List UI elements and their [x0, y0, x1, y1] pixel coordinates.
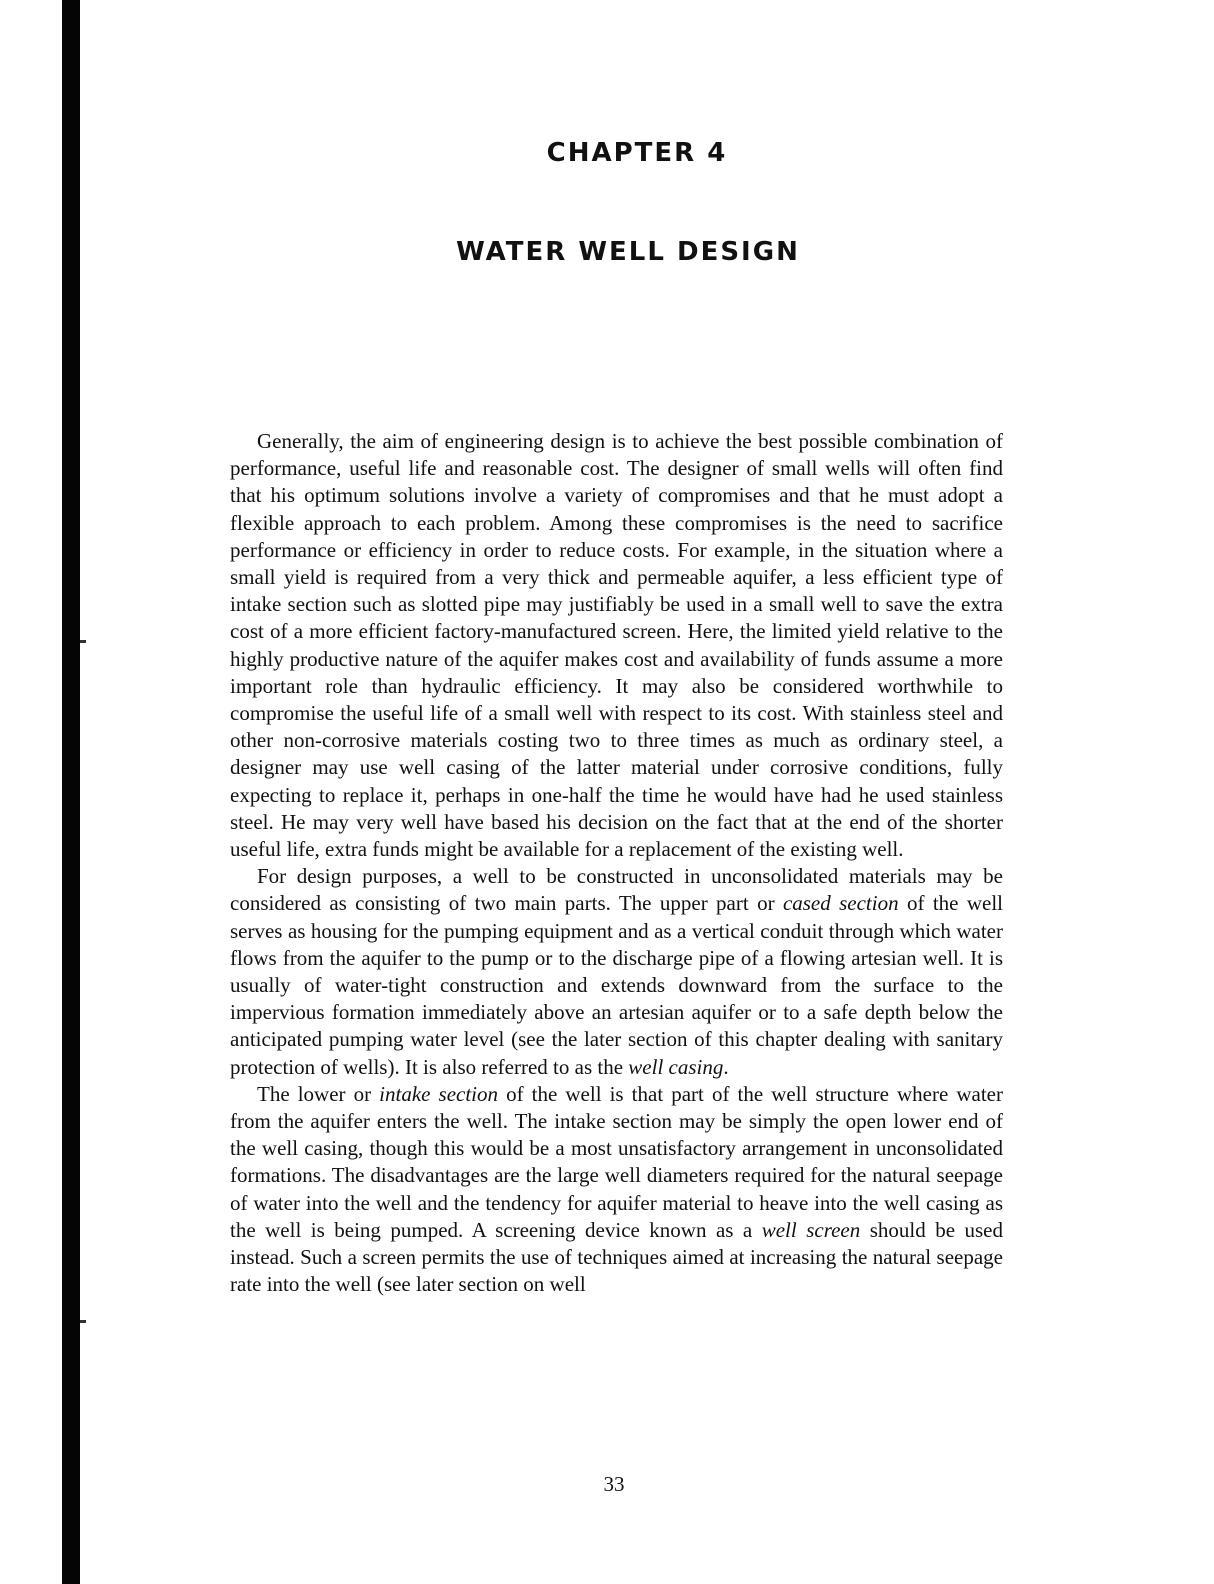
chapter-title: WATER WELL DESIGN [456, 237, 800, 267]
term-intake-section: intake section [379, 1081, 499, 1106]
paragraph-3-text-b: of the well is that part of the well structure where water from the aquifer enters the well. The intake section may be simply the open lower end of the well casing, though this would be a most unsatisfactory arrangement in unconsolidated formations. The disadvantages are the large well diameters required for the natural seepage of water into the well and the tendency for aquifer material to heave into the well casing as the well is being pumped. A screening device known as a [230, 1081, 1003, 1242]
paragraph-2-text-b: of the well serves as housing for the pumping equipment and as a vertical conduit through which water flows from the aquifer to the pump or to the discharge pipe of a flowing artesian well. It is usually of water-tight construction and extends downward from the surface to the impervious formation immediately above an artesian aquifer or to a safe depth below the anticipated pumping water level (see the later section of this chapter dealing with sanitary protection of wells). It is also referred to as the [230, 891, 1004, 1079]
paragraph-3-text-a: The lower or [257, 1081, 380, 1106]
scan-artifact [80, 640, 86, 643]
term-well-screen: well screen [761, 1217, 861, 1242]
term-well-casing: well casing [628, 1054, 724, 1079]
chapter-number: CHAPTER 4 [546, 138, 728, 168]
term-cased-section: cased section [782, 891, 899, 916]
scan-artifact [80, 1320, 86, 1323]
paragraph-1: Generally, the aim of engineering design is to achieve the best possible combination of performance, useful life and reasonable cost. The designer of small wells will often find that his optimum solutions involve a variety of compromises and that he must adopt a flexible approach to each problem. Among these compromises is the need to sacrifice performance or efficiency in order to reduce costs. For example, in the situation where a small yield is required from a very thick and permeable aquifer, a less efficient type of intake section such as slotted pipe may justifiably be used in a small well to save the extra cost of a more efficient factory-manufactured screen. Here, the limited yield relative to the highly productive nature of the aquifer makes cost and availability of funds assume a more important role than hydraulic efficiency. It may also be considered worthwhile to compromise the useful life of a small well with respect to its cost. With stainless steel and other non-corrosive materials costing two to three times as much as ordinary steel, a designer may use well casing of the latter material under corrosive conditions, fully expecting to replace it, perhaps in one-half the time he would have had he used stainless steel. He may very well have based his decision on the fact that at the end of the shorter useful life, extra funds might be available for a replacement of the existing well. [230, 429, 1003, 862]
paragraph-3 [230, 1081, 1003, 1299]
page-number: 33 [603, 1472, 625, 1496]
paragraph-2-text-a: For design purposes, a well to be constructed in unconsolidated materials may be considered as consisting of two main parts. The upper part or [230, 864, 1003, 916]
paragraph-2 [230, 863, 1003, 1081]
paragraph-3-text-c: should be used instead. Such a screen permits the use of techniques aimed at increasing the natural seepage rate into the well (see later section on well [230, 1217, 1004, 1297]
body-text [230, 428, 1003, 1299]
paragraph-2-text-c: . [723, 1054, 729, 1079]
